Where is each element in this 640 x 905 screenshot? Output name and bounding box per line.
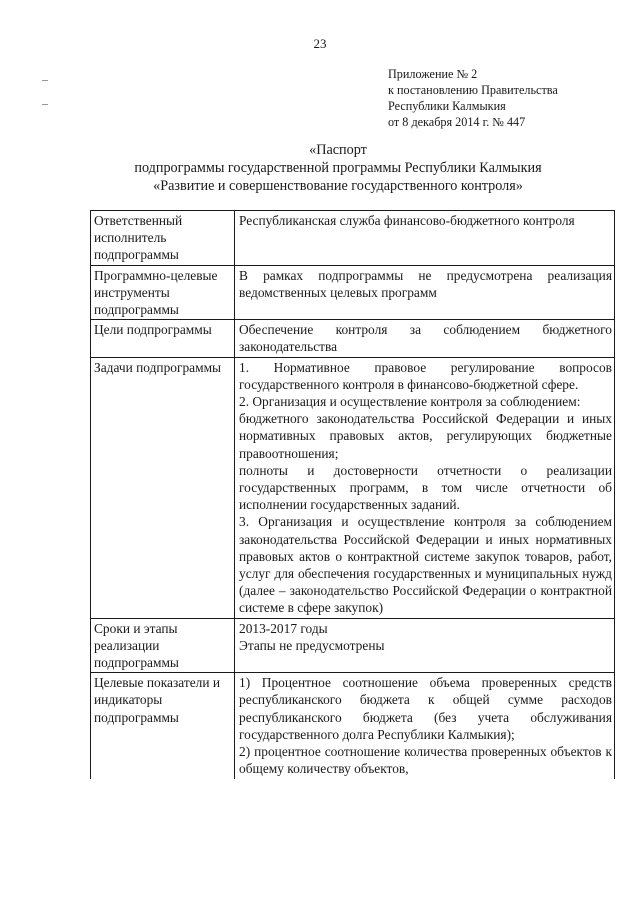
row-content	[235, 357, 615, 618]
table-row	[91, 357, 615, 618]
row-content	[235, 211, 615, 266]
appendix-line: от 8 декабря 2014 г. № 447	[388, 115, 526, 129]
table-row	[91, 618, 615, 673]
table-row	[91, 211, 615, 266]
appendix-line: Республики Калмыкия	[388, 99, 506, 113]
table-row	[91, 320, 615, 357]
appendix-line: к постановлению Правительства	[388, 83, 558, 97]
table-row	[91, 265, 615, 320]
document-title	[60, 141, 616, 195]
table-row	[91, 673, 615, 779]
content-paragraph: 2) процентное соотношение количества проверенных объектов к общему количеству объектов,	[239, 744, 612, 777]
content-paragraph: 2. Организация и осуществление контроля за соблюдением:	[239, 394, 581, 410]
row-label: Ответственный исполнитель подпрограммы	[91, 211, 235, 266]
row-label: Целевые показатели и индикаторы подпрограммы	[91, 673, 235, 779]
content-paragraph: полноты и достоверности отчетности о реализации государственных программ, в том числе отчетности об исполнении государственных заданий.	[239, 462, 612, 513]
title-line: подпрограммы государственной программы Республики Калмыкия	[134, 160, 542, 176]
content-paragraph: Этапы не предусмотрены	[239, 637, 385, 653]
content-paragraph: 2013-2017 годы	[239, 620, 328, 636]
row-label: Задачи подпрограммы	[91, 357, 235, 618]
passport-table	[90, 210, 615, 779]
row-content	[235, 265, 615, 320]
row-label: Программно-целевые инструменты подпрограммы	[91, 265, 235, 320]
row-content	[235, 320, 615, 357]
row-content	[235, 673, 615, 779]
row-label: Сроки и этапы реализации подпрограммы	[91, 618, 235, 673]
content-paragraph: 1. Нормативное правовое регулирование вопросов государственного контроля в финансово-бюджетной сфере.	[239, 359, 612, 392]
margin-mark	[42, 80, 48, 81]
title-line: «Паспорт	[309, 142, 367, 158]
page-number: 23	[313, 36, 327, 51]
appendix-header	[388, 66, 618, 130]
title-line: «Развитие и совершенствование государственного контроля»	[153, 178, 523, 194]
content-paragraph: Обеспечение контроля за соблюдением бюджетного законодательства	[239, 322, 612, 355]
content-paragraph: бюджетного законодательства Российской Федерации и иных нормативных правовых актов, регулирующих бюджетные правоотношения;	[239, 411, 612, 461]
content-paragraph: В рамках подпрограммы не предусмотрена реализация ведомственных целевых программ	[239, 267, 612, 300]
margin-mark	[42, 104, 48, 105]
row-label: Цели подпрограммы	[91, 320, 235, 357]
row-content	[235, 618, 615, 673]
content-paragraph: 1) Процентное соотношение объема проверенных средств республиканского бюджета к общей сумме расходов республиканского бюджета (без учета обслуживания государственного долга Республики Калмыкия);	[239, 675, 612, 742]
appendix-line: Приложение № 2	[388, 67, 478, 81]
content-paragraph: Республиканская служба финансово-бюджетного контроля	[239, 213, 575, 228]
content-paragraph: 3. Организация и осуществление контроля за соблюдением законодательства Российской Федерации и иных нормативных правовых актов о контрактной системе закупок товаров, работ, услуг для обеспечения государственных и муниципальных нужд (далее – законодательство Российской Федерации о контрактной системе в сфере закупок)	[239, 514, 612, 616]
